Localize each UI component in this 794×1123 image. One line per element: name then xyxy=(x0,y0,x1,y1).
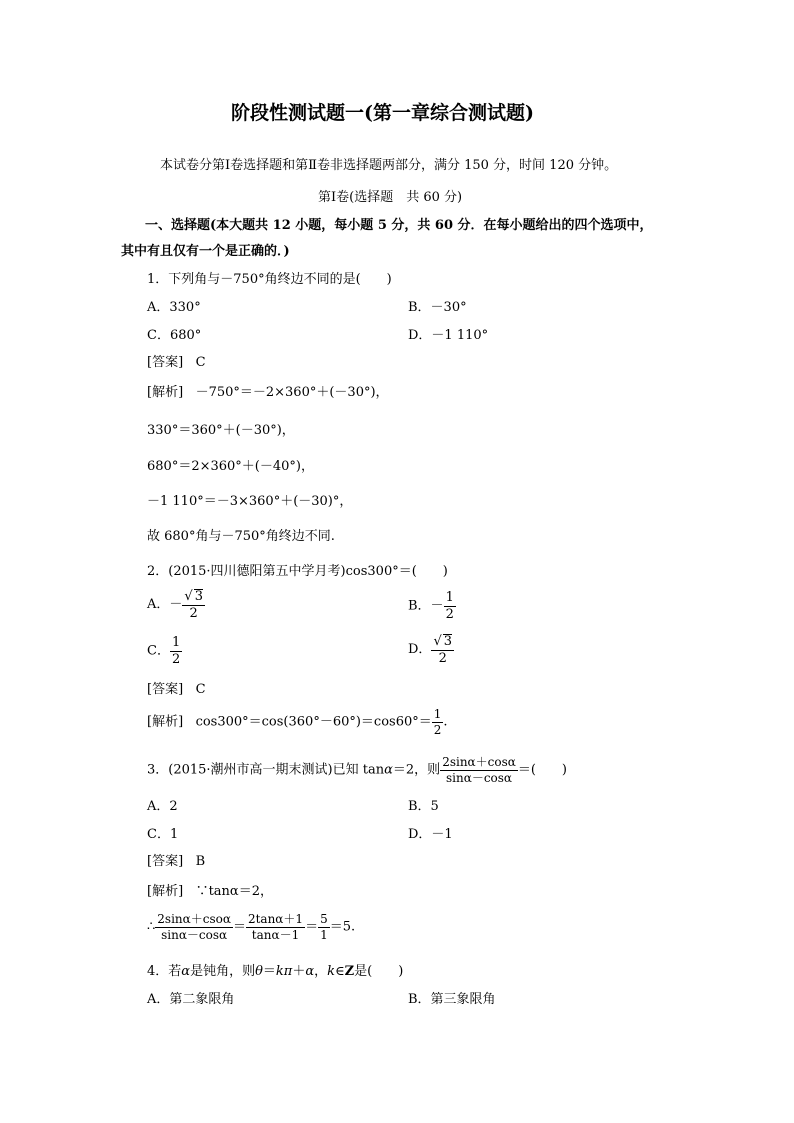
q2-answer-value: C xyxy=(195,682,206,697)
q2-stem: 2．(2015·四川德阳第五中学月考)cos300°＝( ) xyxy=(147,564,448,579)
q1-stem: 1．下列角与－750°角终边不同的是( ) xyxy=(147,272,392,287)
q1-analysis-3: 680°＝2×360°＋(－40°)， xyxy=(147,459,314,474)
q2-option-d: D． $\frac{√ 3}{2}$ xyxy=(408,634,453,666)
fraction: $\frac{2\sin\alpha+\cos\alpha}{\sin\alpha-\cos\alpha}$ xyxy=(442,755,516,785)
fraction: $\frac{2\tan\alpha+1}{\tan\alpha-1}$ xyxy=(247,912,304,942)
q3-option-a: A．2 xyxy=(147,799,178,814)
fraction: $\frac{1}{2}$ xyxy=(171,635,181,667)
exam-intro: 本试卷分第Ⅰ卷选择题和第Ⅱ卷非选择题两部分，满分 150 分，时间 120 分钟。 xyxy=(160,158,618,173)
q2-option-a: A．－ $\frac{√ 3}{2}$ xyxy=(147,589,203,621)
q1-analysis-2: 330°＝360°＋(－30°)， xyxy=(147,423,295,438)
analysis-label: [解析] xyxy=(147,884,184,899)
answer-label: [答案] xyxy=(147,682,184,697)
q4-stem: 4．若α是钝角，则θ＝kπ＋α，k∈Z是( ) xyxy=(147,964,404,979)
fraction: $\frac{√ 3}{2}$ xyxy=(433,634,453,666)
q4-option-a: A．第二象限角 xyxy=(147,992,235,1007)
answer-label: [答案] xyxy=(147,854,184,869)
part-title: 第Ⅰ卷(选择题 共 60 分) xyxy=(318,190,463,205)
fraction: $\frac{1}{2}$ xyxy=(445,590,454,622)
page-title: 阶段性测试题一(第一章综合测试题) xyxy=(231,102,534,124)
q3-option-c: C．1 xyxy=(147,827,179,842)
answer-label: [答案] xyxy=(147,355,184,370)
q1-analysis-line: －750°＝－2×360°＋(－30°)， xyxy=(195,385,389,400)
q1-analysis-1 xyxy=(147,386,389,399)
q2-analysis: [解析] cos300°＝cos(360°－60°)＝cos60°＝ $\frac{1}{2}$ . xyxy=(147,707,448,737)
fraction: $\frac{5}{1}$ xyxy=(320,912,328,942)
q1-option-a: A．330° xyxy=(147,300,201,315)
q2-answer xyxy=(147,683,206,696)
analysis-label: [解析] xyxy=(147,714,184,730)
q3-analysis-2: ∴ $\frac{\text{2sinα＋csoα}}{\sin\alpha-\cos\alpha}$ ＝ $\frac{2\tan\alpha+1}{\tan\alpha-1}$ ＝ $\frac{5}{1}$ ＝5. xyxy=(147,912,356,942)
q1-option-b: B．－30° xyxy=(408,300,467,315)
q3-stem: 3．(2015·潮州市高一期末测试)已知 tanα＝2，则 $\frac{2\sin\alpha+\cos\alpha}{\sin\alpha-\cos\alpha}$ ＝( ) xyxy=(147,755,568,785)
fraction: $\frac{√ 3}{2}$ xyxy=(184,589,203,621)
q3-answer-value: B xyxy=(195,854,206,869)
q3-option-d: D．－1 xyxy=(408,827,453,842)
fraction: $\frac{\text{2sinα＋csoα}}{\sin\alpha-\cos\alpha}$ xyxy=(157,912,231,942)
q4-option-b: B．第三象限角 xyxy=(408,992,496,1007)
q1-analysis-4: －1 110°＝－3×360°＋(－30)°， xyxy=(147,494,353,509)
section-heading-line1: 一、选择题(本大题共 12 小题，每小题 5 分，共 60 分．在每小题给出的四个选项中， xyxy=(145,218,653,233)
section-heading-line2: 其中有且仅有一个是正确的．) xyxy=(121,244,290,259)
q2-option-b: B．－ $\frac{1}{2}$ xyxy=(408,590,454,622)
fraction: $\frac{1}{2}$ xyxy=(433,707,442,737)
q2-option-c: C． $\frac{1}{2}$ xyxy=(147,635,181,667)
analysis-label: [解析] xyxy=(147,385,184,400)
q3-answer xyxy=(147,855,205,868)
q1-answer-value: C xyxy=(195,355,206,370)
q1-answer xyxy=(147,356,206,369)
q1-option-d: D．－1 110° xyxy=(408,328,489,343)
q3-option-b: B．5 xyxy=(408,799,439,814)
q1-option-c: C．680° xyxy=(147,328,202,343)
q1-analysis-5: 故 680°角与－750°角终边不同. xyxy=(147,529,335,544)
q3-analysis-1: [解析] ∵tanα＝2， xyxy=(147,884,273,899)
